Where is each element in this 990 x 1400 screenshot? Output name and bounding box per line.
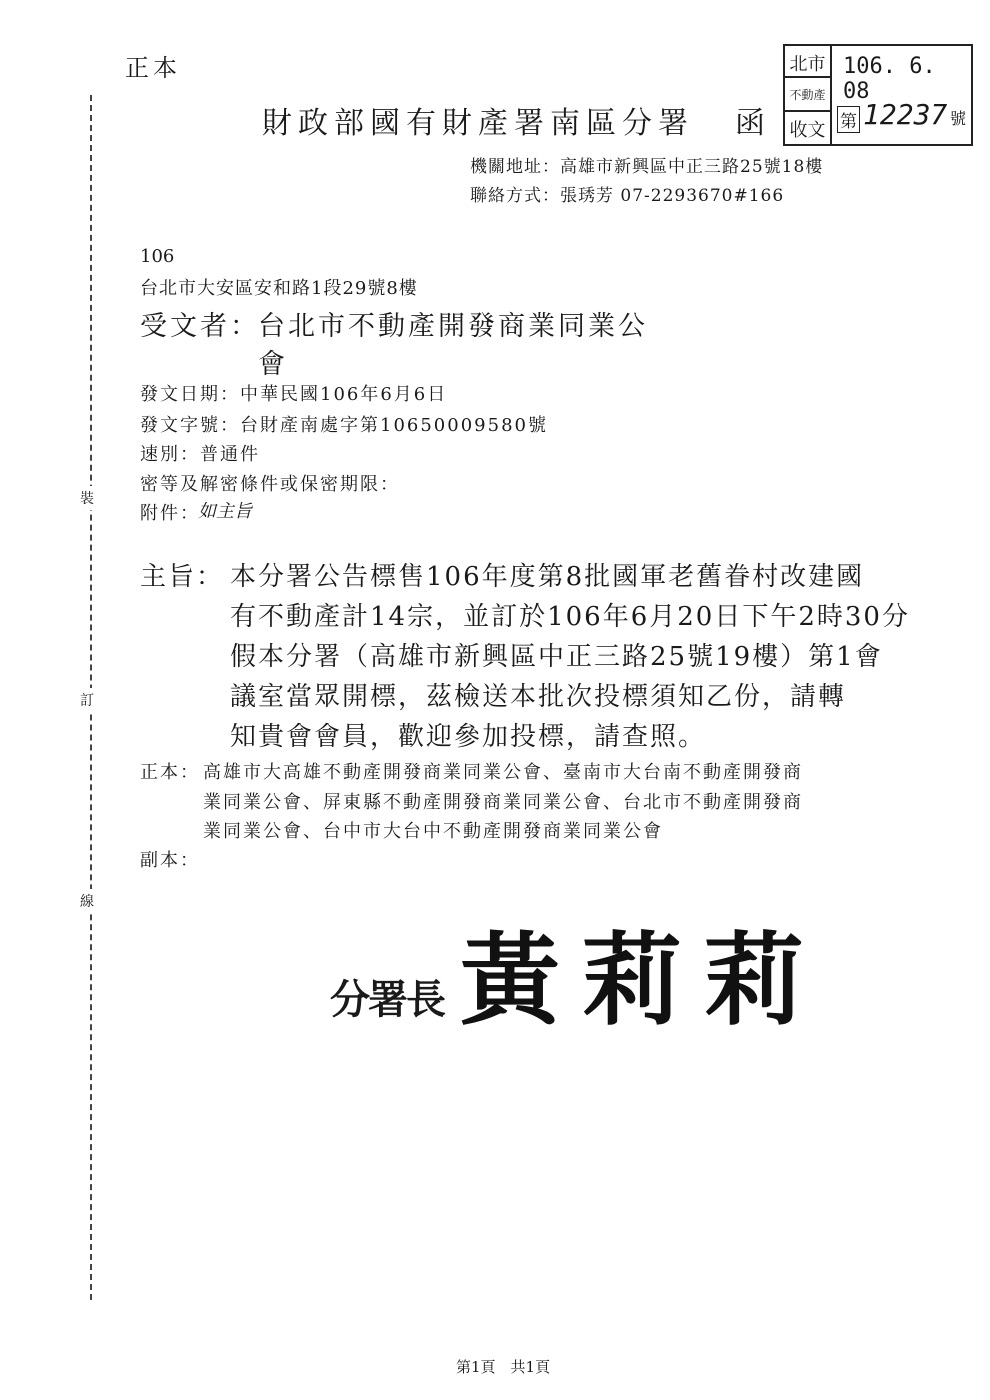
recipient-label: 受文者： [140, 311, 260, 342]
stamp-number: 12237 [863, 98, 948, 131]
delivery-speed: 速別：普通件 [140, 444, 260, 465]
signatory-title: 分署長 [330, 977, 444, 1023]
stamp-date: 106. 6. 08 [843, 54, 936, 104]
receipt-stamp [783, 44, 973, 146]
binding-mark-ding: 訂 [80, 688, 94, 712]
recipient-name: 台北市不動產開發商業同業公 [258, 311, 648, 342]
binding-mark-xian: 線 [80, 889, 94, 913]
stamp-number-label: 第 [837, 106, 860, 133]
recipient-name-cont: 會 [258, 349, 285, 380]
recipient-zip: 106 [140, 246, 175, 267]
stamp-agency-column [785, 46, 832, 144]
subject-line: 假本分署（高雄市新興區中正三路25號19樓）第1會 [230, 642, 883, 672]
signatory-name-stamp: 黃莉莉 [460, 922, 826, 1039]
stamp-agency-bottom: 收文 [789, 120, 826, 141]
copy-type-label: 正本 [125, 54, 181, 82]
attachment-handwritten-note: 如主旨 [198, 501, 252, 522]
main-recipients-line: 業同業公會、台中市大台中不動產開發商業同業公會 [203, 821, 663, 842]
subject-line: 議室當眾開標，茲檢送本批次投標須知乙份，請轉 [230, 682, 847, 712]
stamp-agency-top: 北市 [789, 54, 826, 75]
copy-recipients-label: 副本： [140, 850, 200, 871]
recipient-address: 台北市大安區安和路1段29號8樓 [140, 278, 418, 299]
page-number: 第1頁 共1頁 [456, 1358, 551, 1376]
main-recipients-line: 業同業公會、屏東縣不動產開發商業同業公會、台北市不動產開發商 [203, 792, 803, 813]
stamp-agency-mid: 不動產 [789, 88, 826, 102]
subject-line: 有不動產計14宗，並訂於106年6月20日下午2時30分 [230, 602, 910, 632]
attachment-label: 附件： [140, 503, 200, 524]
subject-line: 知貴會會員，歡迎參加投標，請查照。 [230, 722, 707, 752]
main-recipients-label: 正本： [140, 762, 200, 783]
stamp-number-suffix: 號 [950, 109, 967, 128]
agency-contact: 聯絡方式：張琇芳 07-2293670#166 [470, 186, 785, 206]
issue-date: 發文日期：中華民國106年6月6日 [140, 384, 448, 405]
agency-title: 財政部國有財產署南區分署 [262, 106, 694, 141]
main-recipients-line: 高雄市大高雄不動產開發商業同業公會、臺南市大台南不動產開發商 [203, 762, 803, 783]
document-number: 發文字號：台財產南處字第10650009580號 [140, 415, 548, 436]
binding-mark-zhuang: 裝 [80, 486, 94, 510]
subject-label: 主旨： [140, 562, 225, 592]
secrecy-level: 密等及解密條件或保密期限： [140, 474, 400, 495]
agency-address: 機關地址：高雄市新興區中正三路25號18樓 [470, 157, 824, 177]
document-type: 函 [735, 106, 765, 141]
subject-line: 本分署公告標售106年度第8批國軍老舊眷村改建國 [230, 562, 865, 592]
